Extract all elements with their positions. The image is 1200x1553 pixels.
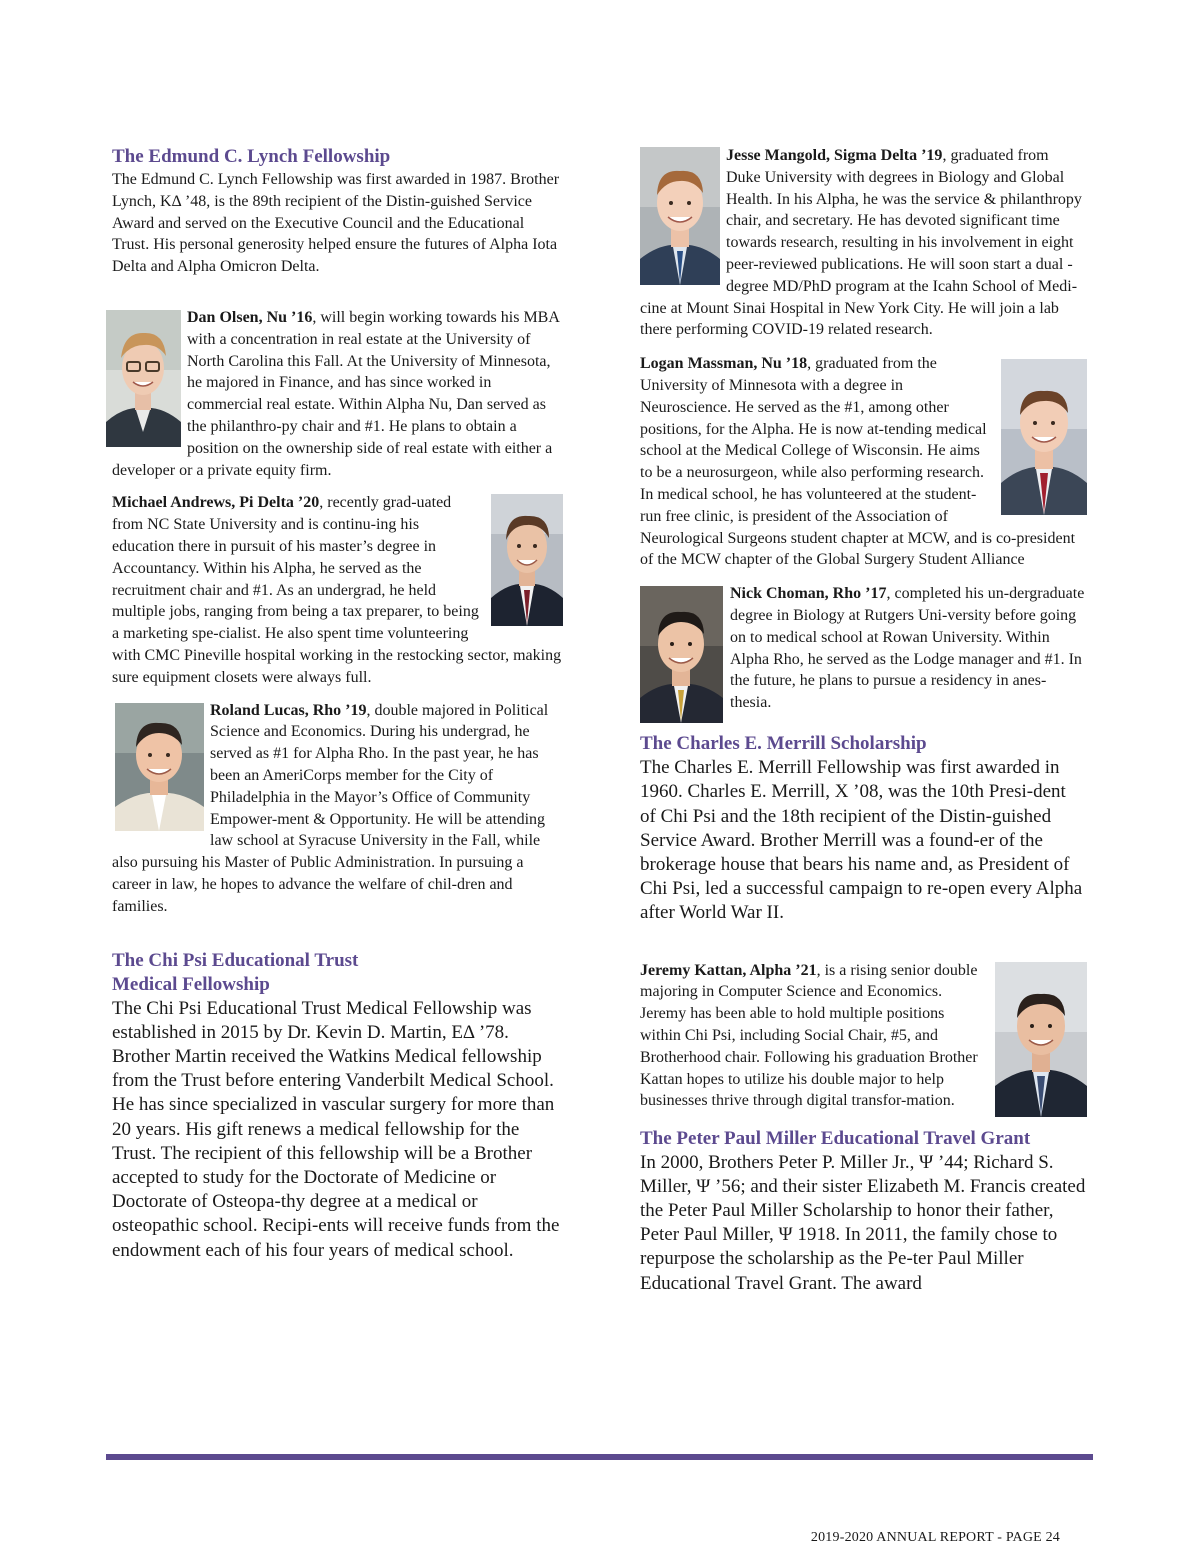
mangold-name: Jesse Mangold, Sigma Delta ’19 [726,147,943,164]
miller-grant-heading: The Peter Paul Miller Educational Travel Grant [640,1127,1031,1149]
lucas-name: Roland Lucas, Rho ’19 [210,701,367,719]
kattan-photo [995,962,1087,1117]
miller-grant-section [640,1127,1086,1296]
lucas-bio [112,700,562,918]
choman-photo [640,586,723,723]
olsen-photo [106,310,181,447]
kattan-name: Jeremy Kattan, Alpha ’21 [640,961,817,979]
massman-text: , graduated from the University of Minnesota with a degree in Neuroscience. He served as the #1, among other positions, for the Alpha. He is now at-tending medical school at the Medical College of Wisconsin. He aims to be a neurosurgeon, while also performing research. In medical school, he has volunteered at the student-run free clinic, is president of the Association of Neurological Surgeons student chapter at MCW, and is co-president of the MCW chapter of the Global Surgery Student Alliance [640,355,1076,569]
page-footer: 2019-2020 ANNUAL REPORT - PAGE 24 [810,1530,1060,1545]
andrews-photo [491,494,563,626]
lynch-fellowship-section [112,145,562,278]
massman-photo [1001,359,1087,515]
merrill-scholarship-body: The Charles E. Merrill Fellowship was first awarded in 1960. Charles E. Merrill, X ’08, was the 10th Presi-dent of Chi Psi and the 18th recipient of the Distin-guished Service Award. Brother Merrill was a found-er of the brokerage house that bears his name and, as President of Chi Psi, led a successful campaign to re-open every Alpha after World War II. [640,757,1083,924]
medical-fellowship-section [112,949,562,1263]
medical-fellowship-heading-line2: Medical Fellowship [112,973,270,995]
footer-divider [106,1454,1093,1460]
medical-fellowship-heading-line1: The Chi Psi Educational Trust [112,949,359,971]
medical-fellowship-heading [112,949,562,997]
lynch-fellowship-body: The Edmund C. Lynch Fellowship was first awarded in 1987. Brother Lynch, KΔ ’48, is the 89th recipient of the Distin-guished Service Award and served on the Executive Council and the Educational Trust. His personal generosity helped ensure the futures of Alpha Iota Delta and Alpha Omicron Delta. [112,171,560,276]
andrews-text: , recently grad-uated from NC State University and is continu-ing his education there in pursuit of his master’s degree in Accountancy. Within his Alpha, he served as the recruitment chair and #1. As an undergrad, he held multiple jobs, ranging from being a tax preparer, to being a marketing spe-cialist. He also spent time volunteering with CMC Pineville hospital working in the restocking sector, making sure equipment closets were always full. [112,494,562,686]
lucas-text: , double majored in Political Science and Economics. During his undergrad, he served as #1 for Alpha Rho. In the past year, he has been an AmeriCorps member for the City of Philadelphia in the Mayor’s Office of Community Empower-ment & Opportunity. He will be attending law school at Syracuse University in the Fall, while also pursuing his Master of Public Administration. In pursuing a career in law, he hopes to advance the welfare of chil-dren and families. [112,701,549,915]
choman-name: Nick Choman, Rho ’17 [730,585,887,603]
left-column [112,145,562,1263]
kattan-bio [640,960,1086,1117]
olsen-text: , will begin working towards his MBA with a concentration in real estate at the University of North Carolina this Fall. At the University of Minnesota, he majored in Finance, and has since worked in commercial real estate. Within Alpha Nu, Dan served as the philanthro-py chair and #1. He plans to obtain a position on the ownership side of real estate with either a developer or a private equity firm. [112,308,560,479]
miller-grant-body: In 2000, Brothers Peter P. Miller Jr., Ψ ’44; Richard S. Miller, Ψ ’56; and their sister Elizabeth M. Francis created the Peter Paul Miller Scholarship to honor their father, Peter Paul Miller, Ψ 1918. In 2011, the family chose to repurpose the scholarship as the Pe-ter Paul Miller Educational Travel Grant. The award [640,1151,1086,1294]
lucas-photo [115,703,204,831]
mangold-photo [640,147,720,285]
medical-fellowship-body: The Chi Psi Educational Trust Medical Fellowship was established in 2015 by Dr. Kevin D. Martin, EΔ ’78. Brother Martin received the Watkins Medical fellowship from the Trust before entering Vanderbilt Medical School. He has since specialized in vascular surgery for more than 20 years. His gift renews a medical fellowship for the Trust. The recipient of this fellowship will be a Brother accepted to study for the Doctorate of Medicine or Doctorate of Osteopa-thy degree at a medical or osteopathic school. Recipi-ents will receive funds from the endowment each of his four years of medical school. [112,997,560,1261]
mangold-text: , graduated from Duke University with degrees in Biology and Global Health. In his Alpha, he was the service & philanthropy chair, and secretary. He has devoted significant time towards research, resulting in his involvement in eight peer-reviewed publications. He will soon start a dual -degree MD/PhD program at the Icahn School of Medi-cine at Mount Sinai Hospital in New York City. He will join a lab there performing COVID-19 related research. [640,147,1082,339]
andrews-bio [112,492,562,688]
olsen-name: Dan Olsen, Nu ’16 [187,308,313,326]
choman-text: , completed his un-dergraduate degree in Biology at Rutgers Uni-versity before going on to medical school at Rowan University. Within Alpha Rho, he served as the Lodge manager and #1. In the future, he plans to pursue a residency in anes-thesia. [730,585,1085,712]
choman-bio [640,583,1086,723]
merrill-scholarship-heading: The Charles E. Merrill Scholarship [640,733,927,755]
merrill-scholarship-section [640,732,1086,925]
massman-bio [640,353,1086,571]
andrews-name: Michael Andrews, Pi Delta ’20 [112,494,320,512]
right-column [640,145,1086,1296]
massman-name: Logan Massman, Nu ’18 [640,355,808,373]
lynch-fellowship-heading: The Edmund C. Lynch Fellowship [112,146,391,167]
mangold-bio [640,145,1086,341]
kattan-text: , is a rising senior double majoring in Computer Science and Economics. Jeremy has been able to hold multiple positions within Chi Psi, including Social Chair, #5, and Brotherhood chair. Following his graduation Brother Kattan hopes to utilize his double major to help businesses thrive through digital transfor-mation. [640,961,978,1110]
olsen-bio [112,307,562,481]
